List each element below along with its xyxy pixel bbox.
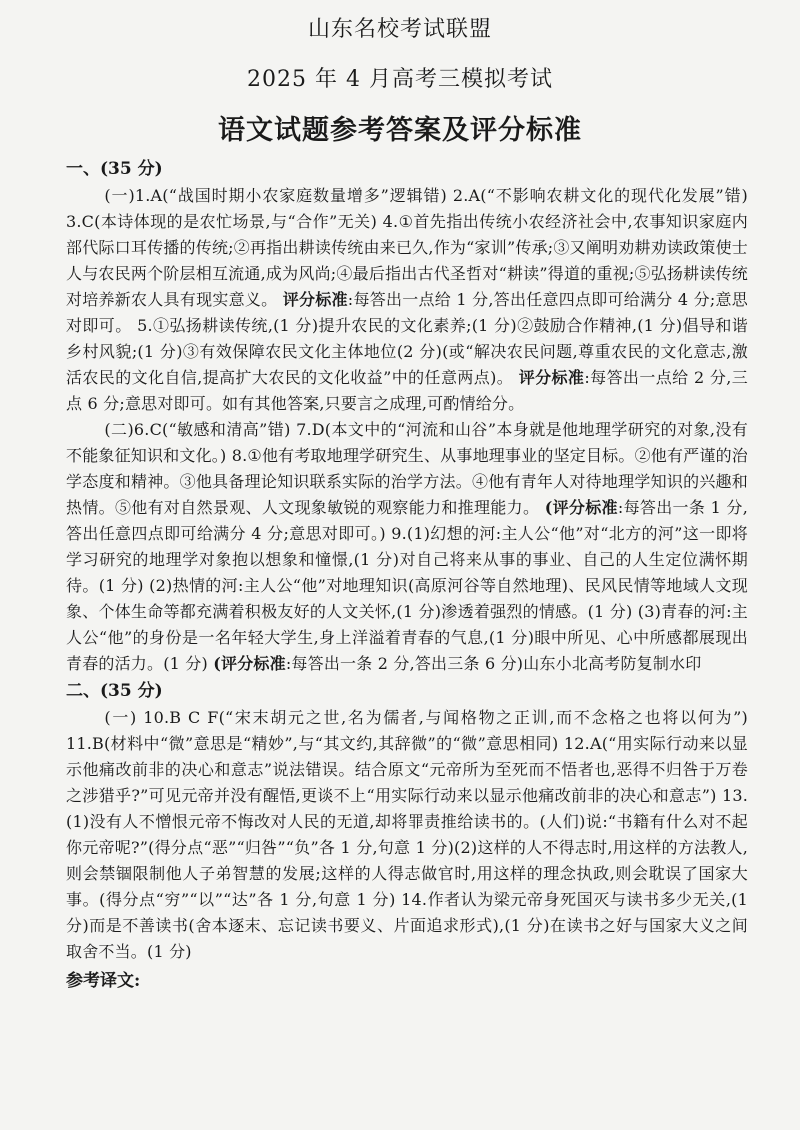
part-1-text-b: :每答出一点给 1 分,答出任意四点即可给满分 4 分;意思对即可。 5.①弘扬耕读传统,(1 分)提升农民的文化素养;(1 分)②鼓励合作精神,(1 分)倡导和谐乡村风貌;(1 分)③有效保障农民文化主体地位(2 分)(或“解决农民问题,尊重农民的文化意志,激活农民的文化自信,提高扩大农民的文化收益”中的任意两点)。 [66,290,748,387]
part-2-text-c: :每答出一条 2 分,答出三条 6 分)山东小北高考防复制水印 [285,654,702,673]
section-1-heading: 一、(35 分) [66,159,163,179]
exam-name: 2025 年 4 月高考三模拟考试 [247,67,553,92]
reference-translation-heading: 参考译文: [66,971,141,991]
section-1-part-2 [66,417,748,677]
page-title: 语文试题参考答案及评分标准 [218,115,582,146]
scoring-label: (评分标准 [544,498,618,517]
part-1-text-a: (一)1.A(“战国时期小农家庭数量增多”逻辑错) 2.A(“不影响农耕文化的现代化发展”错) 3.C(本诗体现的是农忙场景,与“合作”无关) 4.①首先指出传统小农经济社会中,农事知识家庭内部代际口耳传播的传统;②再指出耕读传统由来已久,作为“家训”传承;③又阐明劝耕劝读政策使士人与农民两个阶层相互流通,成为风尚;④最后指出古代圣哲对“耕读”得道的重视;⑤弘扬耕读传统对培养新农人具有现实意义。 [66,186,748,309]
part-2-text-a: (二)6.C(“敏感和清高”错) 7.D(本文中的“河流和山谷”本身就是他地理学研究的对象,没有不能象征知识和文化。) 8.①他有考取地理学研究生、从事地理事业的坚定目标。②他有严谨的治学态度和精神。③他具备理论知识联系实际的治学方法。④他有青年人对待地理学知识的兴趣和热情。⑤他有对自然景观、人文现象敏锐的观察能力和推理能力。 [66,420,748,517]
part-1-text-c: :每答出一点给 2 分,三点 6 分;意思对即可。如有其他答案,只要言之成理,可酌情给分。 [66,368,748,413]
section-2-heading: 二、(35 分) [66,681,163,701]
answer-content [66,155,748,995]
scoring-label: 评分标准 [518,368,585,387]
section-1-part-1 [66,183,748,417]
scoring-label: 评分标准 [282,290,348,309]
section-2-part-1: (一) 10.B C F(“宋末胡元之世,名为儒者,与闻格物之正训,而不念格之也将以何为”) 11.B(材料中“微”意思是“精妙”,与“其文约,其辞微”的“微”意思相同) 12.A(“用实际行动来以显示他痛改前非的决心和意志”说法错误。结合原文“元帝所为至死而不悟者也,恶得不归咎于万卷之涉猎乎?”可见元帝并没有醒悟,更谈不上“用实际行动来以显示他痛改前非的决心和意志”) 13.(1)没有人不憎恨元帝不悔改对人民的无道,却将罪责推给读书的。(人们)说:“书籍有什么对不起你元帝呢?”(得分点“恶”“归咎”“负”各 1 分,句意 1 分)(2)这样的人不得志时,用这样的方法教人,则会禁锢限制他人子弟智慧的发展;这样的人得志做官时,用这样的理念执政,则会耽误了国家大事。(得分点“穷”“以”“达”各 1 分,句意 1 分) 14.作者认为梁元帝身死国灭与读书多少无关,(1 分)而是不善读书(舍本逐末、忘记读书要义、片面追求形式),(1 分)在读书之好与国家大义之间取舍不当。(1 分) [66,708,748,961]
org-name: 山东名校考试联盟 [307,17,492,42]
scoring-label: (评分标准 [213,654,286,673]
part-2-text-b: :每答出一条 1 分,答出任意四点即可给满分 4 分;意思对即可。) 9.(1)幻想的河:主人公“他”对“北方的河”这一即将学习研究的地理学对象抱以想象和憧憬,(1 分)对自己将来从事的事业、自己的人生定位满怀期待。(1 分) (2)热情的河:主人公“他”对地理知识(高原河谷等自然地理)、民风民情等地域人文现象、个体生命等都充满着积极友好的人文关怀,(1 分)渗透着强烈的情感。(1 分) (3)青春的河:主人公“他”的身份是一名年轻大学生,身上洋溢着青春的气息,(1 分)眼中所见、心中所感都展现出青春的活力。(1 分) [66,498,748,673]
